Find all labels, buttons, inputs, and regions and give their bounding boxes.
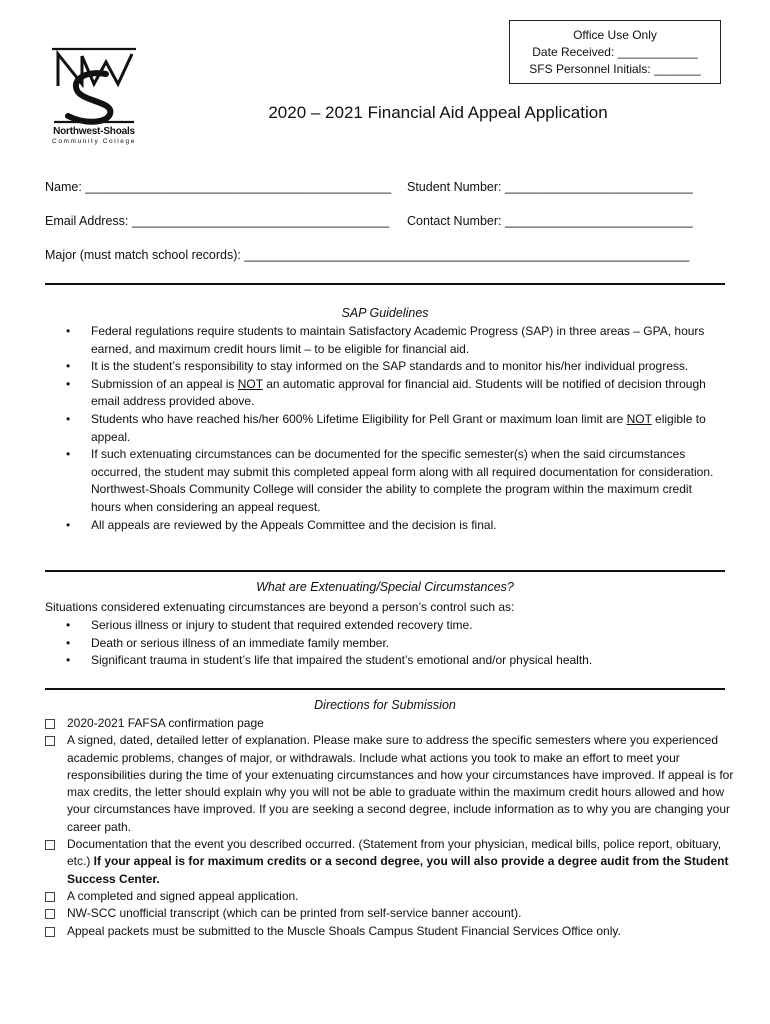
list-item: • If such extenuating circumstances can be documented for the specific semester(s) when the said circumstances occurred, the student may submit this completed appeal form along with all required documentation for consideration. Northwest-Shoals Community College will consider the ability to complete the program within the maximum credit hours when considering an appeal request.	[66, 447, 714, 514]
major-field: Major (must match school records): ________________________________________________________________	[45, 248, 690, 262]
bullet-icon: •	[66, 517, 71, 532]
office-use-box	[509, 20, 721, 84]
list-item: • Submission of an appeal is NOT an automatic approval for financial aid. Students will be notified of decision through email address provided above.	[66, 376, 706, 409]
checklist-item: Documentation that the event you described occurred. (Statement from your physician, medical bills, police report, obituary, etc.) If your appeal is for maximum credits or a second degree, you will also provide a degree audit from the Student Success Center.	[45, 836, 735, 888]
student-number-field: Student Number: ___________________________	[407, 180, 693, 194]
checkbox[interactable]	[45, 736, 55, 746]
checklist-item: NW-SCC unofficial transcript (which can be printed from self-service banner account).	[45, 905, 735, 922]
bullet-icon: •	[66, 376, 71, 391]
list-item: • Federal regulations require students to maintain Satisfactory Academic Progress (SAP) in three areas – GPA, hours earned, and maximum credit hours limit – to be eligible for financial aid.	[66, 324, 705, 356]
name-field: Name: ____________________________________________	[45, 180, 392, 194]
checklist-item: A completed and signed appeal application.	[45, 888, 735, 905]
sap-guidelines-heading: SAP Guidelines	[341, 306, 429, 320]
checklist-item: 2020-2021 FAFSA confirmation page	[45, 715, 735, 732]
page-title: 2020 – 2021 Financial Aid Appeal Application	[268, 103, 608, 122]
divider	[45, 688, 725, 690]
office-use-label: Office Use Only	[573, 28, 657, 42]
checkbox[interactable]	[45, 927, 55, 937]
logo-college-name: Northwest-Shoals	[53, 126, 135, 137]
bullet-icon: •	[66, 635, 71, 650]
checklist-item: A signed, dated, detailed letter of explanation. Please make sure to address the specific semesters where you experienced academic problems, changes of major, or withdrawals. Include what actions you took to make an effort to meet your responsibilities during the time of your extenuating circumstances and how your circumstances have improved. If appeal is for max credits, the letter should explain why you will not be able to graduate within the maximum credit hours allowed and how your circumstances have improved. If you are seeking a second degree, include information as to why you are changing your career path.	[45, 732, 735, 836]
list-item: • Serious illness or injury to student that required extended recovery time.	[45, 617, 725, 635]
checkbox[interactable]	[45, 892, 55, 902]
bullet-icon: •	[66, 653, 71, 668]
logo-college-subtitle: Community College	[52, 138, 136, 145]
divider	[45, 283, 725, 285]
contact-number-field: Contact Number: ___________________________	[407, 214, 693, 228]
divider	[45, 570, 725, 572]
bullet-icon: •	[66, 447, 71, 462]
directions-checklist	[45, 715, 735, 940]
list-item: • Students who have reached his/her 600% Lifetime Eligibility for Pell Grant or maximum loan limit are NOT eligible to appeal.	[66, 411, 706, 444]
bullet-icon: •	[66, 411, 71, 426]
list-item: • All appeals are reviewed by the Appeals Committee and the decision is final.	[45, 517, 725, 535]
list-item: • Significant trauma in student’s life that impaired the student’s emotional and/or physical health.	[45, 652, 725, 670]
email-field: Email Address: _____________________________________	[45, 214, 390, 228]
list-item: • It is the student’s responsibility to stay informed on the SAP standards and to monitor his/her individual progress.	[45, 358, 725, 376]
directions-heading: Directions for Submission	[314, 698, 456, 712]
extenuating-list	[45, 617, 725, 670]
sap-guidelines-list	[45, 323, 725, 534]
checkbox[interactable]	[45, 840, 55, 850]
bullet-icon: •	[66, 324, 71, 338]
bullet-icon: •	[66, 359, 71, 374]
checkbox[interactable]	[45, 909, 55, 919]
list-item: • Death or serious illness of an immediate family member.	[45, 635, 725, 653]
extenuating-intro: Situations considered extenuating circumstances are beyond a person’s control such as:	[45, 600, 515, 614]
bullet-icon: •	[66, 618, 71, 632]
checkbox[interactable]	[45, 719, 55, 729]
personnel-initials-field: SFS Personnel Initials: _______	[529, 62, 701, 76]
checklist-item: Appeal packets must be submitted to the Muscle Shoals Campus Student Financial Services Office only.	[45, 923, 735, 940]
date-received-field: Date Received: ____________	[532, 45, 698, 59]
extenuating-heading: What are Extenuating/Special Circumstances?	[256, 580, 514, 594]
